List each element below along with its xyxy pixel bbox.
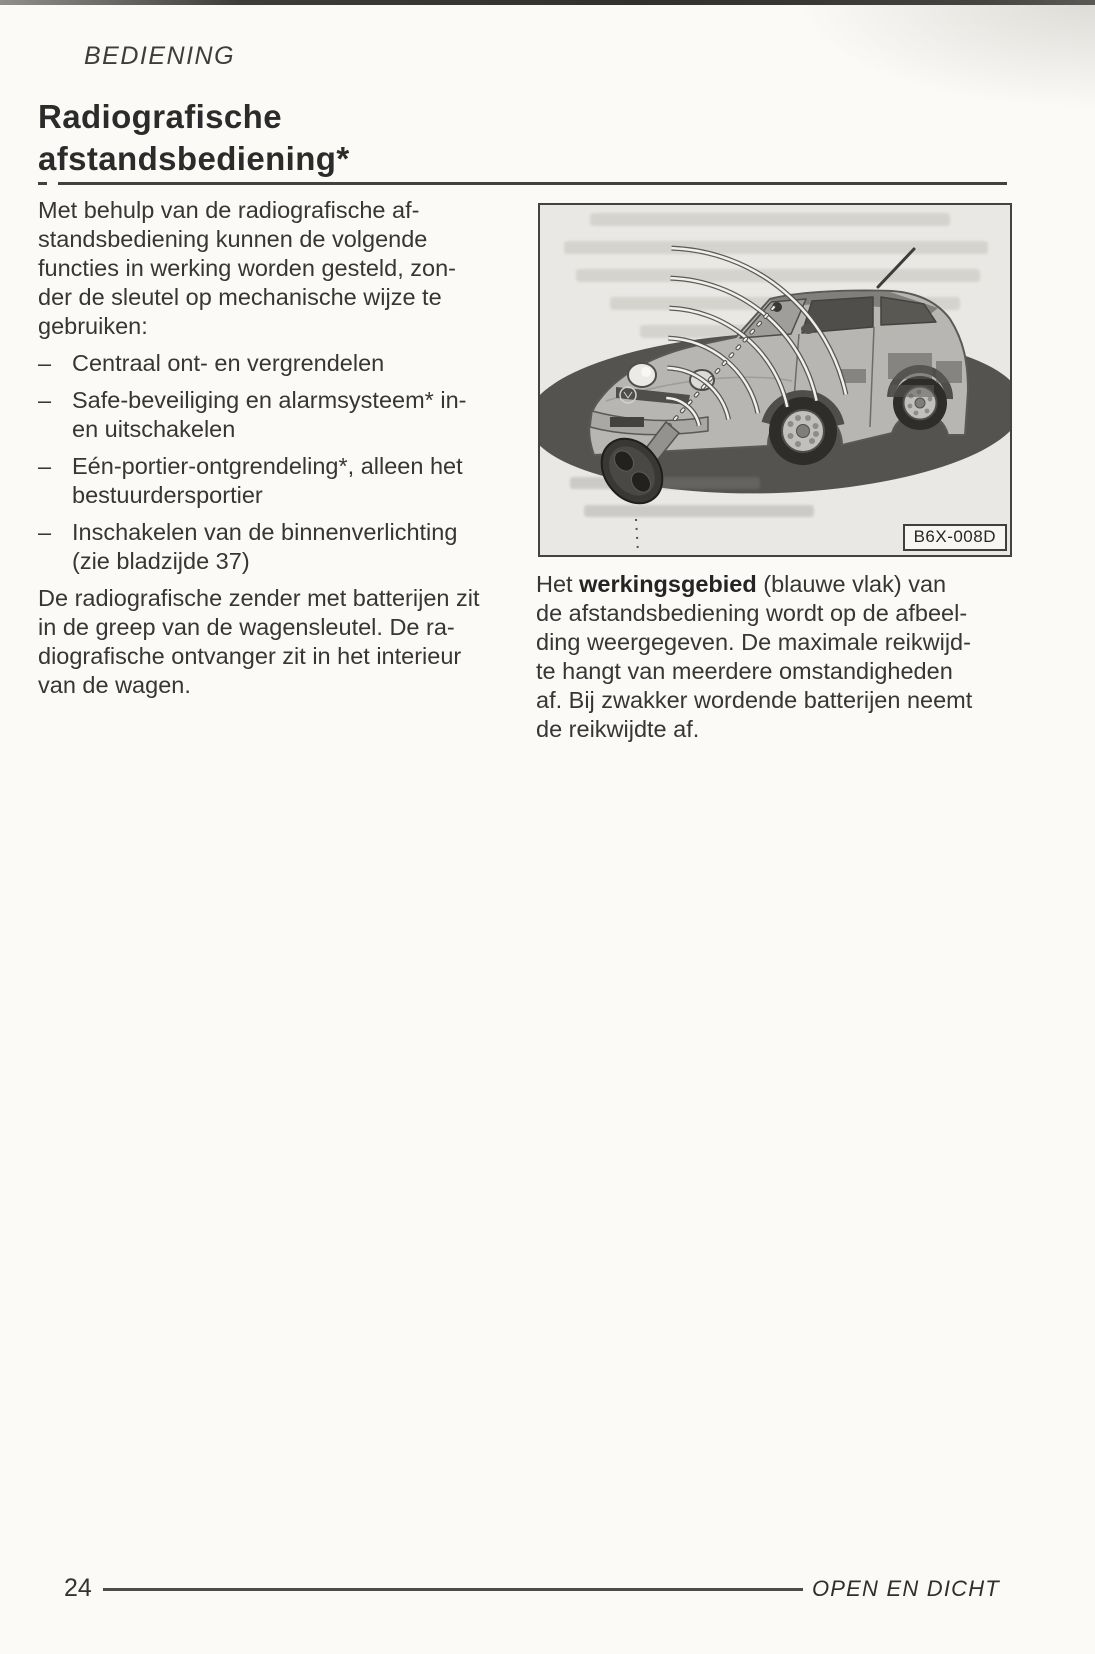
intro-paragraph <box>38 196 520 341</box>
text-line: en uitschakelen <box>72 416 236 442</box>
text-line: (zie bladzijde 37) <box>72 548 250 574</box>
remote-range-figure <box>538 203 1012 557</box>
text-line: standsbediening kunnen de volgende <box>38 226 428 252</box>
text-line: de reikwijdte af. <box>536 716 700 742</box>
bullet-marker: – <box>38 453 52 479</box>
text-line: gebruiken: <box>38 313 148 339</box>
scan-corner-shadow <box>795 0 1095 110</box>
rule-dash <box>38 182 47 185</box>
text-line: Centraal ont- en vergrendelen <box>72 350 385 376</box>
section-title-line2: afstandsbediening* <box>38 140 350 177</box>
text-line: van de wagen. <box>38 672 191 698</box>
title-rule <box>58 182 1007 185</box>
text-line: Safe-beveiliging en alarmsysteem* in- <box>72 387 467 413</box>
text-line: te hangt van meerdere omstandigheden <box>536 658 953 684</box>
bullet-text <box>72 452 520 510</box>
bullet-text <box>72 518 520 576</box>
text-line: af. Bij zwakker wordende batterijen neemt <box>536 687 973 713</box>
text-line: Eén-portier-ontgrendeling*, alleen het <box>72 453 463 479</box>
text-fragment: (blauwe vlak) van <box>756 571 947 597</box>
right-column-text <box>536 570 1010 744</box>
bullet-marker: – <box>38 519 52 545</box>
text-line: Inschakelen van de binnenverlichting <box>72 519 458 545</box>
text-line: functies in werking worden gesteld, zon- <box>38 255 456 281</box>
text-line: de afstandsbediening wordt op de afbeel- <box>536 600 968 626</box>
bullet-text <box>72 386 520 444</box>
car-illustration <box>540 205 1010 555</box>
page-number: 24 <box>64 1574 92 1602</box>
text-line: bestuurdersportier <box>72 482 263 508</box>
text-line: der de sleutel op mechanische wijze te <box>38 284 442 310</box>
bullet-item <box>38 349 520 378</box>
text-line: Met behulp van de radiografische af- <box>38 197 420 223</box>
text-fragment: Het <box>536 571 580 597</box>
rear-wheel <box>893 376 947 430</box>
chapter-kicker: BEDIENING <box>84 42 236 70</box>
text-line <box>536 570 1010 599</box>
text-line: De radiografische zender met batterijen zit <box>38 585 480 611</box>
bullet-marker: – <box>38 387 52 413</box>
outro-paragraph <box>38 584 520 700</box>
keyword-bold: werkingsgebied <box>579 571 757 597</box>
section-title-line1: Radiografische <box>38 98 282 135</box>
bullet-item <box>38 452 520 510</box>
text-line: in de greep van de wagensleutel. De ra- <box>38 614 455 640</box>
bullet-marker: – <box>38 350 52 376</box>
figure-code-label: B6X-008D <box>903 524 1007 551</box>
front-wheel <box>769 397 837 465</box>
footer-rule <box>103 1588 803 1591</box>
section-title <box>38 96 350 180</box>
bullet-item <box>38 386 520 444</box>
left-column <box>38 196 520 700</box>
text-line: ding weergegeven. De maximale reikwijd- <box>536 629 971 655</box>
bullet-text <box>72 349 520 378</box>
text-line: diografische ontvanger zit in het interieur <box>38 643 462 669</box>
bullet-item <box>38 518 520 576</box>
footer-chapter-label: OPEN EN DICHT <box>812 1576 1000 1601</box>
